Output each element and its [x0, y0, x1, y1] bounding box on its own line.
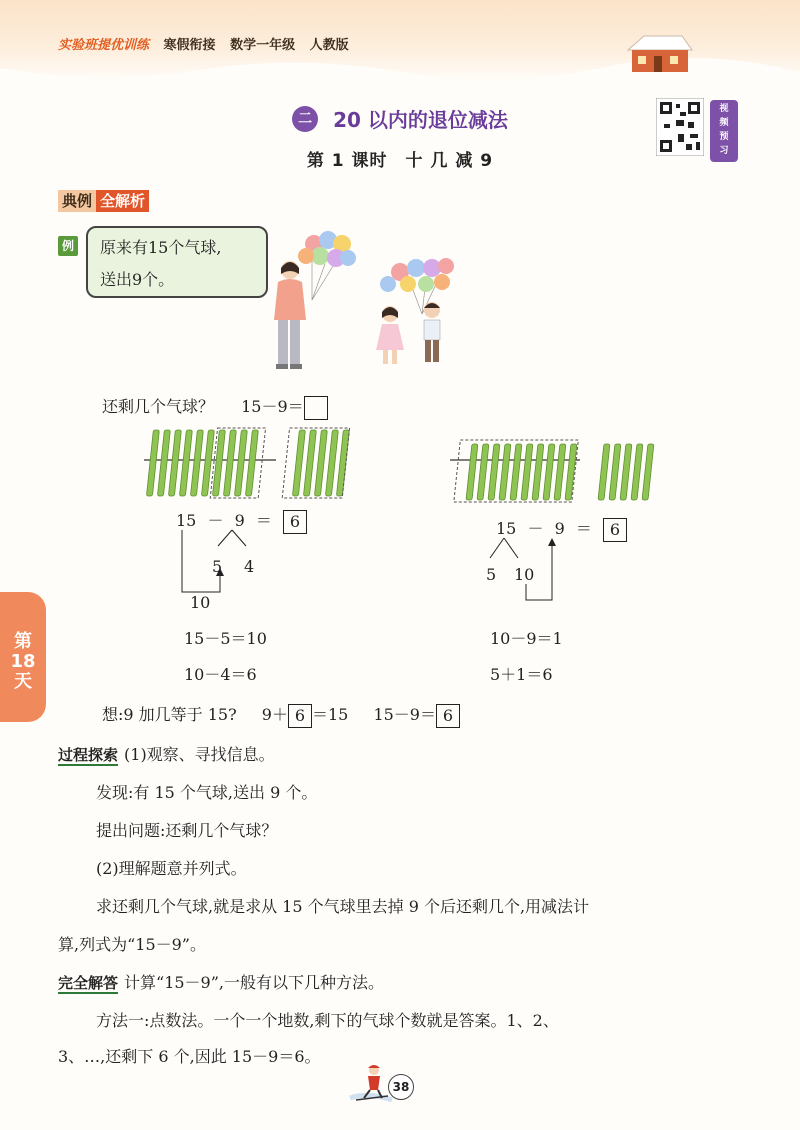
right-answer-box: 6 — [603, 518, 627, 542]
question-expr: 15－9＝ — [241, 397, 304, 416]
page-number: 38 — [388, 1074, 414, 1100]
counting-stick — [234, 430, 247, 496]
header-edition: 人教版 — [309, 38, 349, 53]
speech-bubble — [86, 226, 268, 298]
counting-stick — [488, 444, 500, 500]
answer-method1-a: 方法一:点数法。一个一个地数,剩下的气球个数就是答案。1、2、 — [96, 1011, 559, 1030]
counting-stick — [598, 444, 610, 500]
house-icon — [624, 30, 694, 74]
left-answer-box: 6 — [283, 510, 307, 534]
day-side-tab: 第 18 天 — [0, 592, 46, 722]
counting-stick — [631, 444, 643, 500]
header-subject: 数学一年级 — [230, 38, 296, 53]
chapter-number: 二 — [292, 106, 318, 132]
right-equation: 15 － 9 ＝ 6 — [496, 516, 627, 542]
left-equation: 15 － 9 ＝ 6 — [176, 508, 307, 534]
qr-label: 视 频 预 习 — [710, 100, 738, 162]
example-icon: 例 — [58, 236, 78, 256]
answer-line: 完全解答 计算“15－9”,一般有以下几种方法。 — [58, 973, 385, 992]
counting-stick — [532, 444, 544, 500]
counting-stick — [642, 444, 654, 500]
counting-stick — [292, 430, 305, 496]
process-ask: 提出问题:还剩几个气球？ — [96, 821, 278, 840]
counting-stick — [554, 444, 566, 500]
process-para-2: 算,列式为“15－9”。 — [58, 935, 206, 954]
right-split-b: 10 — [514, 565, 535, 584]
think-sub-box: 6 — [436, 704, 460, 728]
process-step2: (2)理解题意并列式。 — [96, 859, 247, 878]
question-text: 还剩几个气球？ — [102, 397, 215, 416]
skier-icon — [348, 1062, 394, 1104]
chapter-title-text: 20 以内的退位减法 — [333, 108, 508, 132]
bubble-line-2: 送出9个。 — [100, 270, 175, 289]
counting-stick — [477, 444, 489, 500]
counting-stick — [245, 430, 258, 496]
right-split-a: 5 — [486, 565, 497, 584]
balloon-people-illustration — [250, 228, 470, 378]
left-ten: 10 — [190, 593, 211, 612]
counting-stick — [223, 430, 236, 496]
counting-stick — [609, 444, 621, 500]
counting-stick — [190, 430, 203, 496]
counting-stick — [620, 444, 632, 500]
counting-stick — [336, 430, 349, 496]
counting-stick — [201, 430, 214, 496]
left-split-a: 5 — [212, 557, 223, 576]
answer-tag: 完全解答 — [58, 974, 119, 992]
header-text — [58, 34, 359, 53]
qr-code-icon[interactable] — [656, 98, 704, 156]
counting-stick — [168, 430, 181, 496]
right-step2: 5＋1＝6 — [490, 665, 553, 684]
process-tag: 过程探索 — [58, 746, 119, 764]
counting-stick — [325, 430, 338, 496]
counting-stick — [499, 444, 511, 500]
lesson-title: 第 1 课时 十 几 减 9 — [306, 151, 494, 171]
left-step2: 10－4＝6 — [184, 665, 257, 684]
counting-stick — [466, 444, 478, 500]
counting-stick — [157, 430, 170, 496]
think-prefix: 想:9 加几等于 15? — [102, 705, 237, 724]
counting-stick — [543, 444, 555, 500]
answer-method1-b: 3、…,还剩下 6 个,因此 15－9＝6。 — [58, 1047, 321, 1066]
left-split-diagram — [170, 524, 290, 614]
think-line: 想:9 加几等于 15? 9＋ 6 ＝15 15－9＝ 6 — [102, 702, 460, 728]
counting-sticks-illustration — [140, 424, 680, 504]
section-label-part1: 典例 — [58, 190, 96, 212]
header-subtitle: 寒假衔接 — [163, 38, 216, 53]
process-line-1: 过程探索 (1)观察、寻找信息。 — [58, 745, 275, 764]
section-label — [58, 190, 149, 212]
counting-stick — [314, 430, 327, 496]
question-line — [102, 394, 328, 420]
process-para-1: 求还剩几个气球,就是求从 15 个气球里去掉 9 个后还剩几个,用减法计 — [96, 897, 590, 916]
answer-box — [304, 396, 328, 420]
process-find: 发现:有 15 个气球,送出 9 个。 — [96, 783, 318, 802]
left-step1: 15－5＝10 — [184, 629, 267, 648]
counting-stick — [521, 444, 533, 500]
counting-stick — [510, 444, 522, 500]
bubble-line-1: 原来有15个气球, — [100, 238, 222, 257]
counting-stick — [146, 430, 159, 496]
counting-stick — [179, 430, 192, 496]
right-step1: 10－9＝1 — [490, 629, 563, 648]
header-brand: 实验班提优训练 — [58, 38, 150, 53]
section-label-part2: 全解析 — [96, 190, 149, 212]
counting-stick — [303, 430, 316, 496]
think-add-box: 6 — [288, 704, 312, 728]
left-split-b: 4 — [244, 557, 255, 576]
